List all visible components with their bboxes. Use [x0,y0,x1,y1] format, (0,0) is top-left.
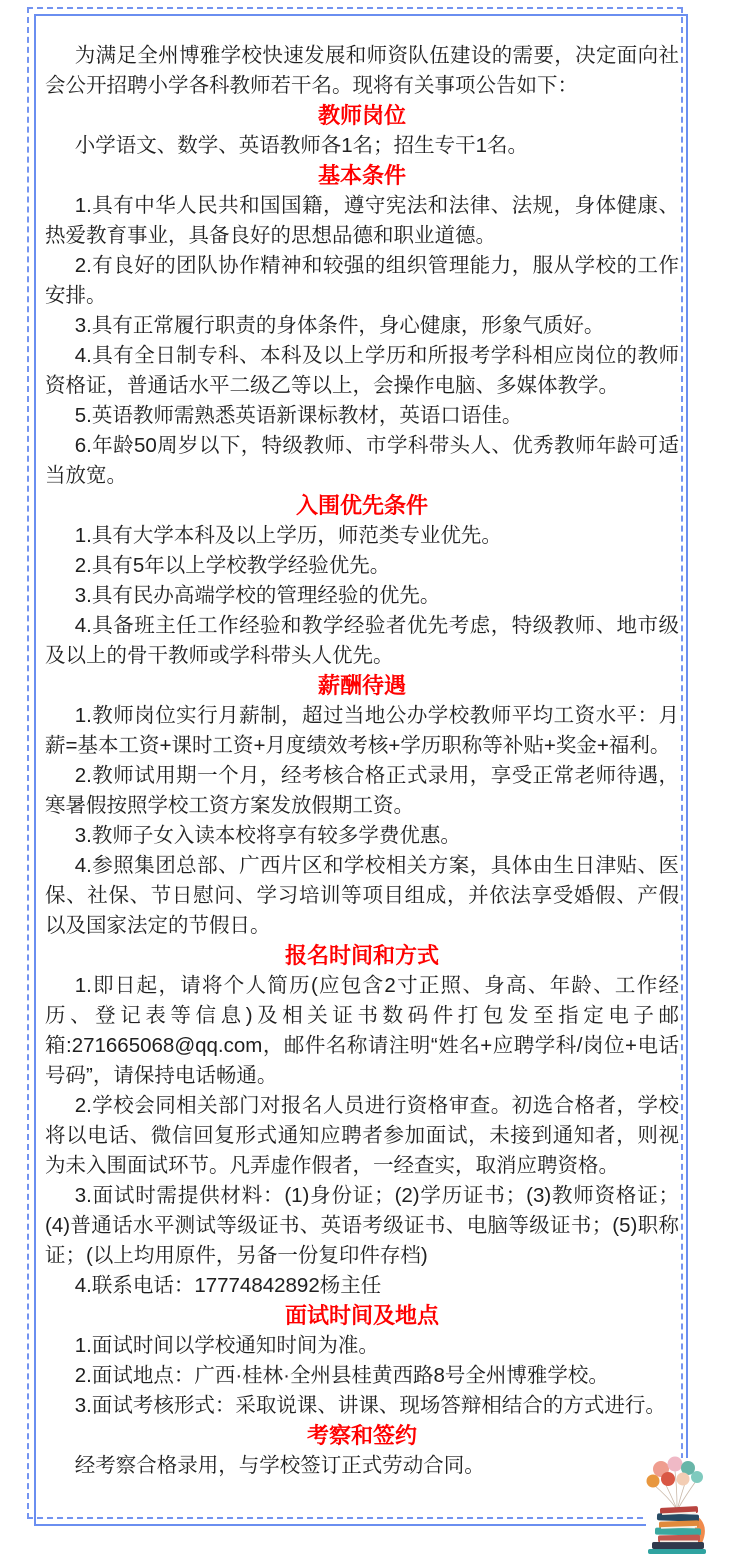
section-heading: 入围优先条件 [295,493,428,518]
section-heading: 考察和签约 [306,1423,417,1448]
paragraph: 2.面试地点：广西·桂林·全州县桂黄西路8号全州博雅学校。 [74,1364,609,1387]
paragraph: 1.即日起，请将个人简历(应包含2寸正照、身高、年龄、工作经历、登记表等信息)及相关证书数码件打包发至指定电子邮箱:271665068@qq.com，邮件名称请注明“姓名+应聘学科/岗位+电话号码”，请保持电话畅通。 [45,974,679,1087]
paragraph: 2.教师试用期一个月，经考核合格正式录用，享受正常老师待遇，寒暑假按照学校工资方案发放假期工资。 [45,764,679,817]
announcement-body [45,41,679,1481]
paragraph: 5.英语教师需熟悉英语新课标教材，英语口语佳。 [74,404,523,427]
section-heading: 基本条件 [317,163,406,188]
paragraph: 3.教师子女入读本校将享有较多学费优惠。 [74,824,461,847]
paragraph: 4.参照集团总部、广西片区和学校相关方案，具体由生日津贴、医保、社保、节日慰问、学习培训等项目组成，并依法享受婚假、产假以及国家法定的节假日。 [45,854,679,937]
paragraph: 3.面试时需提供材料：(1)身份证；(2)学历证书；(3)教师资格证；(4)普通话水平测试等级证书、英语考级证书、电脑等级证书；(5)职称证；(以上均用原件，另备一份复印件存档) [45,1184,679,1267]
paragraph: 经考察合格录用，与学校签订正式劳动合同。 [74,1454,485,1477]
paragraph: 6.年龄50周岁以下，特级教师、市学科带头人、优秀教师年龄可适当放宽。 [45,434,679,487]
section-heading: 教师岗位 [317,103,406,128]
paragraph: 1.具有中华人民共和国国籍，遵守宪法和法律、法规，身体健康、热爱教育事业，具备良好的思想品德和职业道德。 [45,194,679,247]
section-heading: 面试时间及地点 [284,1303,439,1328]
paragraph: 1.具有大学本科及以上学历，师范类专业优先。 [74,524,502,547]
paragraph: 为满足全州博雅学校快速发展和师资队伍建设的需要，决定面向社会公开招聘小学各科教师若干名。现将有关事项公告如下： [45,44,679,97]
paragraph: 1.面试时间以学校通知时间为准。 [74,1334,379,1357]
paragraph: 小学语文、数学、英语教师各1名；招生专干1名。 [74,134,529,157]
paragraph: 4.联系电话：17774842892杨主任 [74,1274,382,1297]
paragraph: 2.具有5年以上学校教学经验优先。 [74,554,391,577]
books-balloons-illustration [640,1455,716,1555]
paragraph: 4.具备班主任工作经验和教学经验者优先考虑，特级教师、地市级及以上的骨干教师或学科带头人优先。 [45,614,679,667]
section-heading: 报名时间和方式 [284,943,439,968]
paragraph: 3.面试考核形式：采取说课、讲课、现场答辩相结合的方式进行。 [74,1394,666,1417]
paragraph: 3.具有民办高端学校的管理经验的优先。 [74,584,441,607]
paragraph: 1.教师岗位实行月薪制，超过当地公办学校教师平均工资水平：月薪=基本工资+课时工资+月度绩效考核+学历职称等补贴+奖金+福利。 [45,704,679,757]
paragraph: 4.具有全日制专科、本科及以上学历和所报考学科相应岗位的教师资格证，普通话水平二级乙等以上，会操作电脑、多媒体教学。 [45,344,679,397]
paragraph: 2.有良好的团队协作精神和较强的组织管理能力，服从学校的工作安排。 [45,254,679,307]
paragraph: 2.学校会同相关部门对报名人员进行资格审查。初选合格者，学校将以电话、微信回复形式通知应聘者参加面试，未接到通知者，则视为未入围面试环节。凡弄虚作假者，一经查实，取消应聘资格。 [45,1094,679,1177]
paragraph: 3.具有正常履行职责的身体条件，身心健康，形象气质好。 [74,314,605,337]
section-heading: 薪酬待遇 [317,673,406,698]
